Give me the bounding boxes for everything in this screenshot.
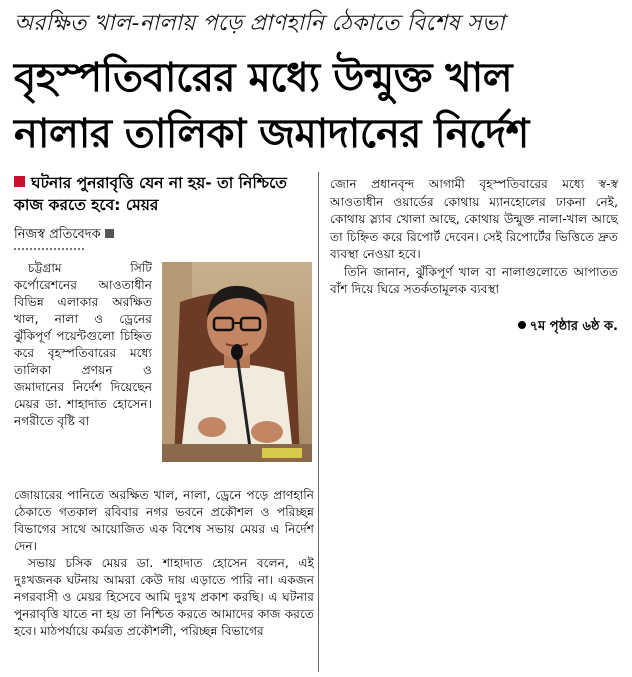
byline	[14, 226, 314, 244]
headline-line-2: নালার তালিকা জমাদানের নির্দেশ	[14, 111, 529, 157]
headline-line-1: বৃহস্পতিবারের মধ্যে উন্মুক্ত খাল	[14, 55, 513, 101]
square-bullet-icon	[105, 229, 114, 238]
continuation-note	[518, 317, 618, 338]
dotted-separator	[14, 248, 84, 250]
byline-text: নিজস্ব প্রতিবেদক	[14, 227, 101, 242]
body-paragraph: তিনি জানান, ঝুঁকিপূর্ণ খাল বা নালাগুলোতে আপাতত বাঁশ দিয়ে ঘিরে সতর্কতামূলক ব্যবস্থা	[330, 264, 618, 296]
body-column-right	[330, 176, 618, 299]
body-column-narrow	[14, 260, 152, 430]
dot-bullet-icon	[518, 321, 526, 329]
body-paragraph: সভায় চসিক মেয়র ডা. শাহাদাত হোসেন বলেন, এই দুঃখজনক ঘটনায় আমরা কেউ দায় এড়াতে পারি না। একজন নগরবাসী ও মেয়র হিসেবে আমি দুঃখ প্রকাশ করছি। এ ঘটনার পুনরাবৃত্তি যাতে না হয় তা নিশ্চিত করতে আমাদের কাজ করতে হবে। মাঠপর্যায়ে কর্মরত প্রকৌশলী, পরিচ্ছন্ন বিভাগের	[14, 556, 314, 638]
continuation-text: ৭ম পৃষ্ঠার ৬ষ্ঠ ক.	[529, 319, 618, 334]
mayor-photo-icon	[162, 262, 312, 462]
kicker-line: অরক্ষিত খাল-নালায় পড়ে প্রাণহানি ঠেকাতে বিশেষ সভা	[14, 11, 505, 36]
red-square-bullet-icon	[14, 176, 25, 187]
body-column-wide	[14, 487, 314, 640]
photo-mayor	[162, 262, 312, 462]
column-divider	[318, 172, 319, 672]
body-paragraph: জোন প্রধানবৃন্দ আগামী বৃহস্পতিবারের মধ্যে স্ব-স্ব আওতাধীন ওয়ার্ডের কোথায় ম্যানহোলের ঢাকনা নেই, কোথায় স্ল্যাব খোলা আছে, কোথায় উন্মুক্ত নালা-খাল আছে তা চিহ্নিত করে রিপোর্ট দেবেন। সেই রিপোর্টের ভিত্তিতে দ্রুত ব্যবস্থা নেওয়া হবে।	[330, 177, 618, 261]
body-paragraph: চট্টগ্রাম সিটি কর্পোরেশনের আওতাধীন বিভিন্ন এলাকার অরক্ষিত খাল, নালা ও ড্রেনের ঝুঁকিপূর্ণ পয়েন্টগুলো চিহ্নিত করে বৃহস্পতিবারের মধ্যে তালিকা প্রণয়ন ও জমাদানের নির্দেশ দিয়েছেন মেয়র ডা. শাহাদাত হোসেন। নগরীতে বৃষ্টি বা	[14, 261, 152, 428]
subheadline	[14, 172, 314, 216]
body-paragraph: জোয়ারের পানিতে অরক্ষিত খাল, নালা, ড্রেনে পড়ে প্রাণহানি ঠেকাতে গতকাল রবিবার নগর ভবনে প্রকৌশল ও পরিচ্ছন্ন বিভাগের সাথে আয়োজিত এক বিশেষ সভায় মেয়র এ নির্দেশ দেন।	[14, 488, 314, 553]
subheadline-text: ঘটনার পুনরাবৃত্তি যেন না হয়- তা নিশ্চিতে কাজ করতে হবে: মেয়র	[14, 174, 287, 214]
